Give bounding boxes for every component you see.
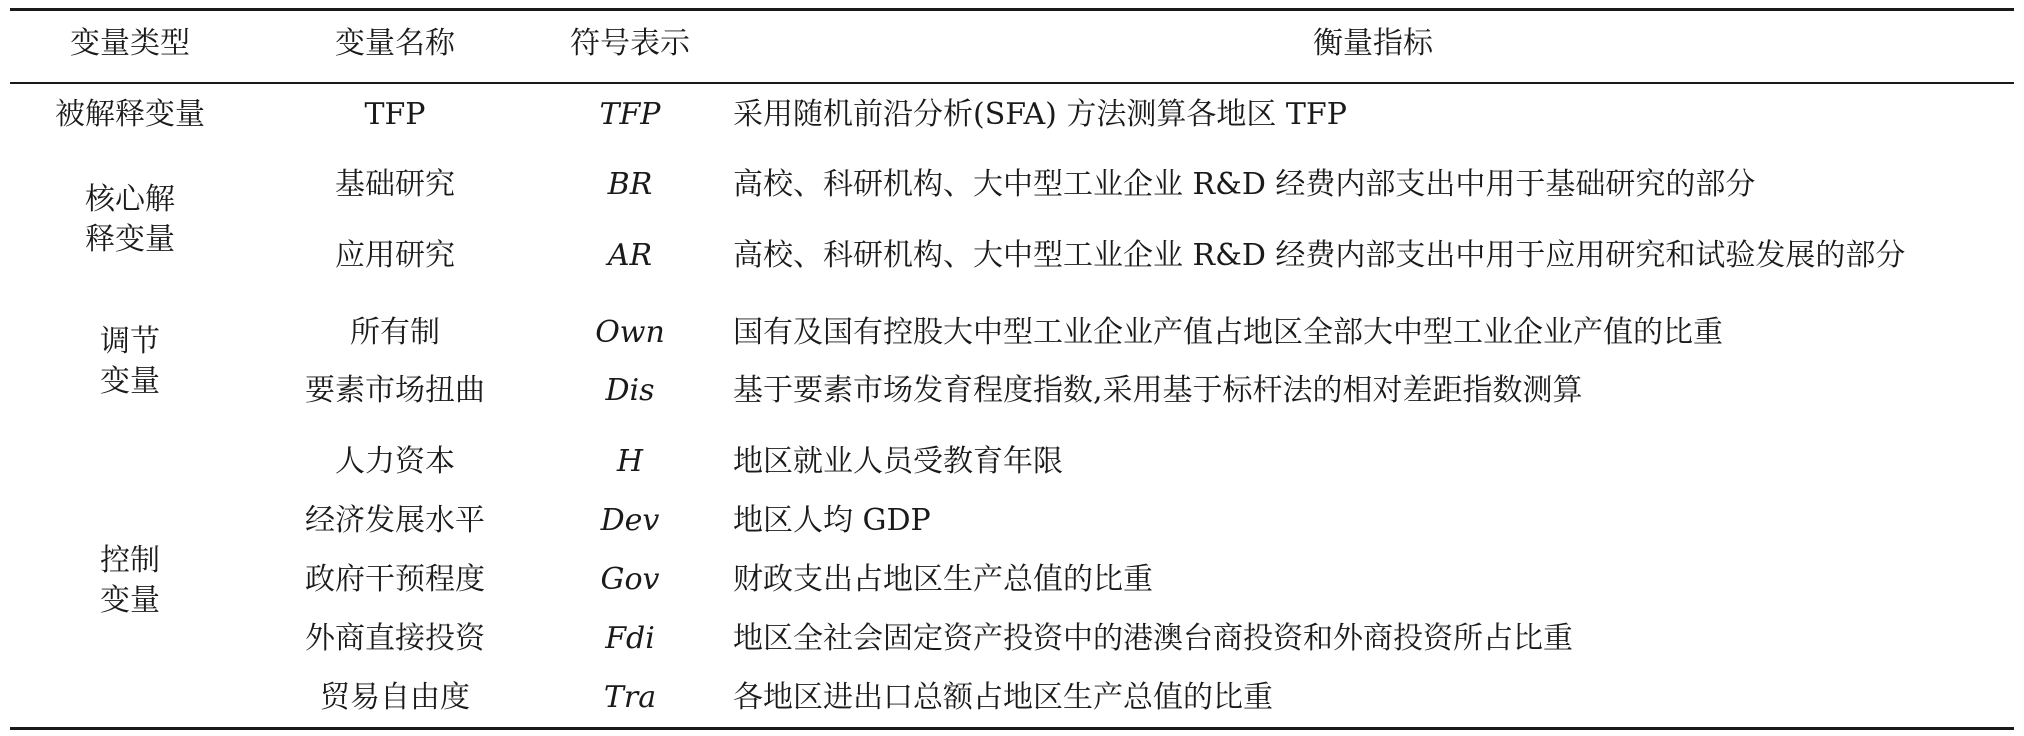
group-type-control-line1: 控制	[100, 543, 160, 578]
row-name: 贸易自由度	[320, 680, 470, 715]
row-name: TFP	[364, 97, 426, 132]
row-measure: 财政支出占地区生产总值的比重	[733, 562, 1153, 597]
row-measure: 采用随机前沿分析(SFA) 方法测算各地区 TFP	[733, 97, 1347, 132]
row-name: 外商直接投资	[305, 621, 485, 656]
row-symbol: Dis	[605, 373, 655, 408]
row-symbol: Fdi	[605, 621, 655, 656]
group-type-core-line2: 释变量	[85, 222, 175, 257]
bottom-rule	[10, 727, 2014, 730]
row-measure: 地区人均 GDP	[733, 503, 931, 538]
header-symbol: 符号表示	[570, 26, 690, 61]
group-type-control-line2: 变量	[100, 583, 160, 618]
row-measure: 国有及国有控股大中型工业企业产值占地区全部大中型工业企业产值的比重	[733, 315, 1723, 350]
row-symbol: H	[616, 444, 644, 479]
header-variable-name: 变量名称	[335, 26, 455, 61]
header-measure: 衡量指标	[1313, 26, 1433, 61]
row-symbol: BR	[607, 167, 653, 202]
row-symbol: TFP	[599, 97, 661, 132]
row-measure: 地区全社会固定资产投资中的港澳台商投资和外商投资所占比重	[733, 621, 1573, 656]
row-symbol: Own	[595, 315, 665, 350]
header-variable-type: 变量类型	[70, 26, 190, 61]
row-symbol: AR	[607, 238, 653, 273]
row-name: 人力资本	[335, 444, 455, 479]
row-measure: 各地区进出口总额占地区生产总值的比重	[733, 680, 1273, 715]
row-name: 经济发展水平	[305, 503, 485, 538]
group-type-moderating-line1: 调节	[100, 324, 160, 359]
row-symbol: Dev	[600, 503, 660, 538]
row-name: 应用研究	[335, 238, 455, 273]
row-name: 基础研究	[335, 167, 455, 202]
header-rule	[10, 82, 2014, 84]
row-measure: 地区就业人员受教育年限	[733, 444, 1063, 479]
row-symbol: Gov	[600, 562, 660, 597]
group-type-moderating-line2: 变量	[100, 364, 160, 399]
row-measure: 高校、科研机构、大中型工业企业 R&D 经费内部支出中用于基础研究的部分	[733, 167, 1756, 202]
row-symbol: Tra	[603, 680, 657, 715]
row-name: 政府干预程度	[305, 562, 485, 597]
row-measure: 基于要素市场发育程度指数,采用基于标杆法的相对差距指数测算	[733, 373, 1583, 408]
group-type-dependent: 被解释变量	[55, 97, 205, 132]
row-name: 要素市场扭曲	[305, 373, 485, 408]
group-type-core-line1: 核心解	[85, 182, 175, 217]
top-rule	[10, 8, 2014, 11]
row-name: 所有制	[350, 315, 440, 350]
row-measure: 高校、科研机构、大中型工业企业 R&D 经费内部支出中用于应用研究和试验发展的部分	[733, 238, 1906, 273]
